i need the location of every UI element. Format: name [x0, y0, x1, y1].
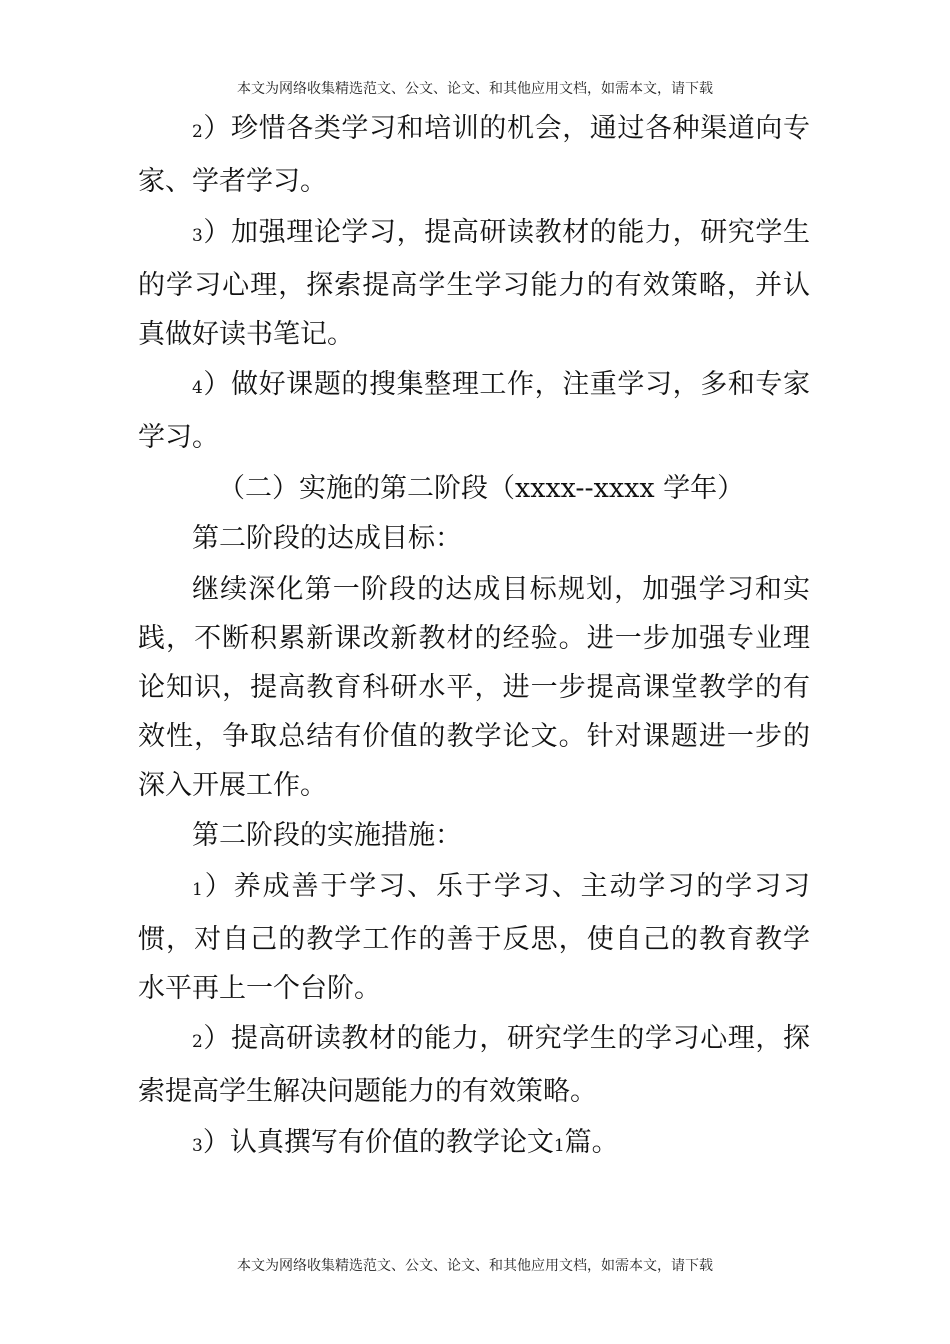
- item-number: 2: [192, 1032, 203, 1052]
- page-header-notice: 本文为网络收集精选范文、公文、论文、和其他应用文档，如需本文，请下载: [237, 81, 713, 97]
- paragraph-text: ）加强理论学习，提高研读教材的能力，研究学生的学习心理，探索提高学生学习能力的有效策略，并认真做好读书笔记。: [138, 216, 810, 350]
- paper-count-number: 1: [553, 1135, 565, 1156]
- item-number: 2: [192, 122, 203, 142]
- section-heading: （二）实施的第二阶段（xxxx--xxxx 学年）: [218, 472, 745, 504]
- item-number: 3: [192, 225, 203, 246]
- paragraph-item-3: [138, 208, 810, 359]
- item-number: 3: [192, 1135, 203, 1156]
- paragraph-item-4: [138, 360, 810, 462]
- item-number: 1: [192, 879, 203, 900]
- goal-text: 继续深化第一阶段的达成目标规划，加强学习和实践，不断积累新课改新教材的经验。进一步加强专业理论知识，提高教育科研水平，进一步提高课堂教学的有效性，争取总结有价值的教学论文。针对课题进一步的深入开展工作。: [138, 573, 810, 801]
- goal-label: 第二阶段的达成目标：: [192, 523, 462, 554]
- measure-item-1: [138, 862, 810, 1013]
- paragraph-text: ）珍惜各类学习和培训的机会，通过各种渠道向专家、学者学习。: [138, 113, 810, 197]
- measures-label: 第二阶段的实施措施：: [192, 820, 462, 851]
- measure-item-3: [138, 1118, 810, 1171]
- paragraph-text: ）提高研读教材的能力，研究学生的学习心理，探索提高学生解决问题能力的有效策略。: [138, 1023, 810, 1107]
- document-body: [138, 104, 810, 1172]
- paragraph-item-2: [138, 104, 810, 206]
- paragraph-text: ）做好课题的搜集整理工作，注重学习，多和专家学习。: [138, 369, 810, 453]
- item-number: 4: [192, 378, 203, 398]
- paragraph-text: ）认真撰写有价值的教学论文: [202, 1126, 554, 1158]
- paragraph-text: ）养成善于学习、乐于学习、主动学习的学习习惯，对自己的教学工作的善于反思，使自己的教育教学水平再上一个台阶。: [138, 870, 810, 1004]
- measure-item-2: [138, 1014, 810, 1116]
- page-footer-notice: 本文为网络收集精选范文、公文、论文、和其他应用文档，如需本文，请下载: [237, 1258, 713, 1274]
- paragraph-text-end: 篇。: [564, 1126, 619, 1158]
